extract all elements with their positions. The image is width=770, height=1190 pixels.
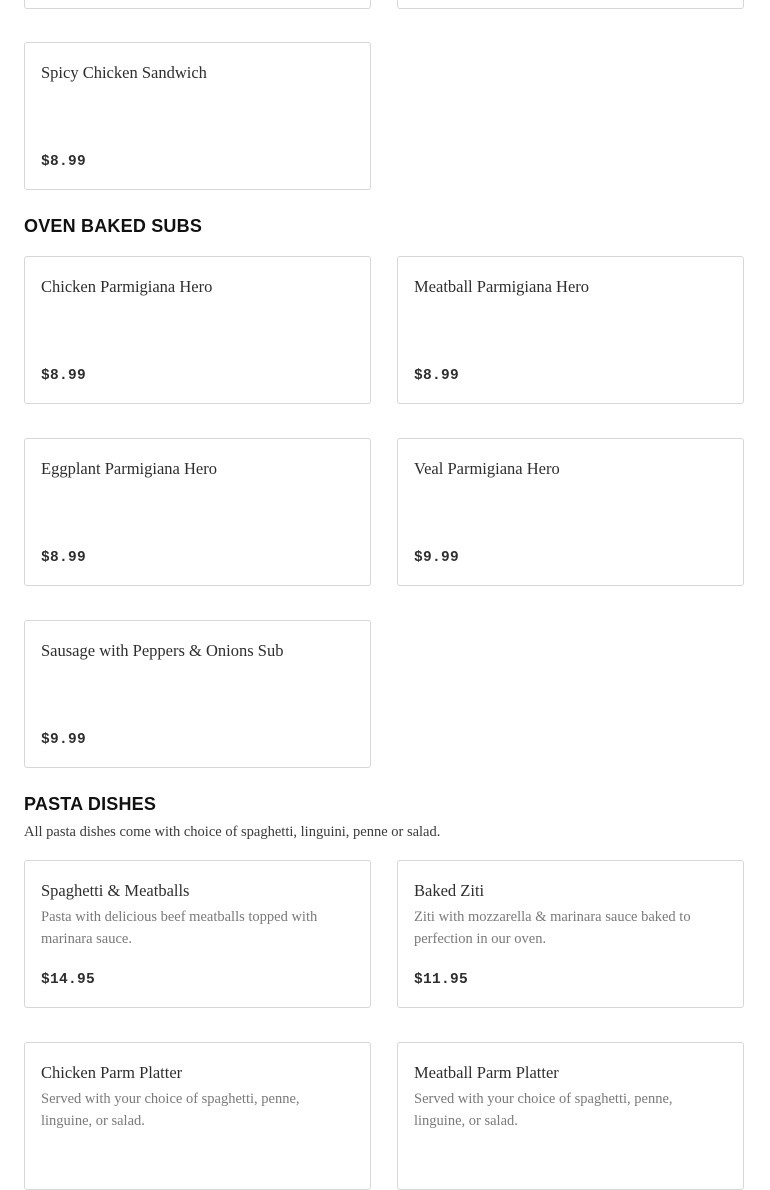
menu-item-price: $8.99 <box>414 368 460 384</box>
menu-item-card[interactable] <box>24 620 371 768</box>
menu-item-card[interactable] <box>24 1042 371 1190</box>
menu-item-name: Chicken Parmigiana Hero <box>41 277 213 296</box>
section-title-pasta-dishes: PASTA DISHES <box>24 794 157 814</box>
menu-item-price: $11.95 <box>414 972 469 988</box>
menu-item-price: $8.99 <box>41 368 87 384</box>
menu-item-name: Veal Parmigiana Hero <box>414 459 560 478</box>
menu-item-name: Spaghetti & Meatballs <box>41 881 190 900</box>
menu-item-name: Meatball Parmigiana Hero <box>414 277 590 296</box>
menu-item-card[interactable] <box>397 0 744 9</box>
section-title-oven-baked-subs: OVEN BAKED SUBS <box>24 216 203 236</box>
menu-item-name: Spicy Chicken Sandwich <box>41 63 207 82</box>
menu-item-card[interactable] <box>24 256 371 404</box>
section-description: All pasta dishes come with choice of spaghetti, linguini, penne or salad. <box>24 824 441 840</box>
menu-item-card[interactable] <box>24 42 371 190</box>
menu-item-card[interactable] <box>24 0 371 9</box>
menu-item-card[interactable] <box>397 1042 744 1190</box>
menu-item-price: $14.95 <box>41 972 96 988</box>
menu-item-card[interactable] <box>24 438 371 586</box>
menu-item-description: Ziti with mozzarella & marinara sauce baked to perfection in our oven. <box>414 909 691 947</box>
menu-item-name: Sausage with Peppers & Onions Sub <box>41 641 284 660</box>
menu-item-card[interactable] <box>397 438 744 586</box>
menu-item-price: $8.99 <box>41 154 87 170</box>
menu-item-name: Eggplant Parmigiana Hero <box>41 459 217 478</box>
menu-item-name: Meatball Parm Platter <box>414 1063 559 1082</box>
menu-item-card[interactable] <box>397 256 744 404</box>
menu-item-name: Baked Ziti <box>414 881 485 900</box>
menu-item-price: $9.99 <box>414 550 460 566</box>
menu-item-card[interactable] <box>397 860 744 1008</box>
menu-item-price: $8.99 <box>41 550 87 566</box>
menu-item-card[interactable] <box>24 860 371 1008</box>
menu-item-price: $9.99 <box>41 732 87 748</box>
menu-item-description: Pasta with delicious beef meatballs topped with marinara sauce. <box>41 909 318 947</box>
menu-item-description: Served with your choice of spaghetti, penne, linguine, or salad. <box>41 1091 300 1129</box>
menu-item-name: Chicken Parm Platter <box>41 1063 183 1082</box>
menu-item-description: Served with your choice of spaghetti, penne, linguine, or salad. <box>414 1091 673 1129</box>
